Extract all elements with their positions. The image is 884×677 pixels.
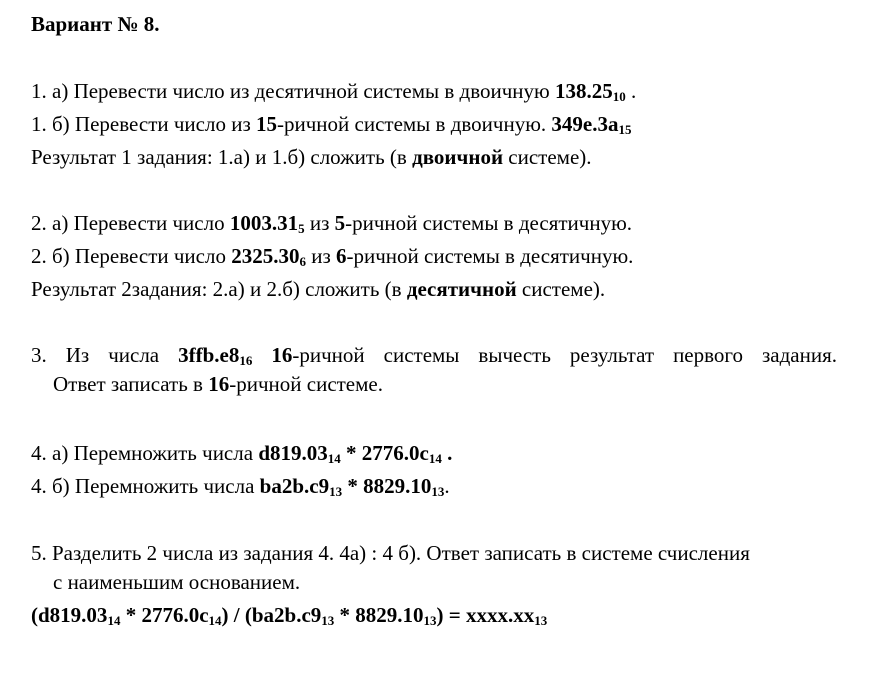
task-5-line-2: с наименьшим основанием. <box>53 570 301 594</box>
task-2a <box>31 213 632 234</box>
task-2a-base: 5 <box>298 221 305 236</box>
task-1-result-bold: двоичной <box>412 145 504 169</box>
task-2b <box>31 246 633 267</box>
task-2b-base: 6 <box>299 254 306 269</box>
formula-base-1: 14 <box>107 613 121 628</box>
task-4a-suffix: . <box>441 441 453 465</box>
task-2a-text: 2. а) Перевести число <box>31 211 230 235</box>
task-1a <box>31 81 636 102</box>
task-3-to-base: 16 <box>208 372 230 396</box>
task-1b-number: 349e.3a <box>551 112 619 136</box>
task-4b-suffix: . <box>444 474 450 498</box>
task-4b-number-1: ba2b.c9 <box>259 474 330 498</box>
task-3-space <box>252 343 271 367</box>
task-4a <box>31 443 452 464</box>
task-4a-base-1: 14 <box>327 451 341 466</box>
task-2b-text: 2. б) Перевести число <box>31 244 232 268</box>
formula-base-4: 13 <box>423 613 437 628</box>
task-2b-middle: из <box>305 244 337 268</box>
task-4b-base-1: 13 <box>329 484 343 499</box>
task-1b-middle: -ричной системы в двоичную. <box>277 112 552 136</box>
formula-base-2: 14 <box>208 613 222 628</box>
formula-part-3: ) / (ba2b.c9 <box>221 603 322 627</box>
task-2a-suffix: -ричной системы в десятичную. <box>345 211 633 235</box>
formula-part-2: * 2776.0c <box>120 603 209 627</box>
task-1b-from-base: 15 <box>256 112 277 136</box>
task-3-suffix: -ричной системы вычесть результат первого задания. <box>292 343 837 367</box>
task-4a-number-1: d819.03 <box>258 441 328 465</box>
task-4a-text: 4. а) Перемножить числа <box>31 441 259 465</box>
task-3-number: 3ffb.e8 <box>178 343 240 367</box>
task-3-line-2-text: Ответ записать в <box>53 372 209 396</box>
task-3-line-2 <box>53 374 383 395</box>
formula-part-1: (d819.03 <box>31 603 108 627</box>
task-2a-from-base: 5 <box>334 211 346 235</box>
task-2b-suffix: -ричной системы в десятичную. <box>346 244 634 268</box>
task-4a-number-2: * 2776.0c <box>340 441 429 465</box>
task-3-line-2-suffix: -ричной системе. <box>229 372 383 396</box>
task-4b-base-2: 13 <box>431 484 445 499</box>
task-2-result <box>31 279 605 300</box>
task-5-formula <box>31 605 547 626</box>
task-1a-suffix: . <box>625 79 637 103</box>
task-1a-number: 138.25 <box>554 79 613 103</box>
task-1a-base: 10 <box>612 89 626 104</box>
task-5-line-1: 5. Разделить 2 числа из задания 4. 4а) : 4 б). Ответ записать в системе счисления <box>31 541 750 565</box>
task-2-result-bold: десятичной <box>406 277 517 301</box>
task-3-text: 3. Из числа <box>31 343 179 367</box>
task-1b-text: 1. б) Перевести число из <box>31 112 256 136</box>
formula-base-5: 13 <box>534 613 548 628</box>
task-1b-base: 15 <box>618 122 632 137</box>
task-1b <box>31 114 631 135</box>
task-3-base: 16 <box>239 353 253 368</box>
task-4b-text: 4. б) Перемножить числа <box>31 474 260 498</box>
document-page <box>31 0 837 677</box>
formula-part-4: * 8829.10 <box>334 603 424 627</box>
task-2a-middle: из <box>304 211 335 235</box>
task-3-line-1 <box>31 345 837 366</box>
task-1-result-suffix: системе). <box>503 145 592 169</box>
task-4b <box>31 476 450 497</box>
task-2b-from-base: 6 <box>336 244 347 268</box>
task-3-from-base: 16 <box>271 343 293 367</box>
task-2-result-text: Результат 2задания: 2.а) и 2.б) сложить (в <box>31 277 407 301</box>
formula-base-3: 13 <box>321 613 335 628</box>
task-1a-text: 1. а) Перевести число из десятичной системы в двоичную <box>31 79 555 103</box>
task-1-result <box>31 147 592 168</box>
task-2-result-suffix: системе). <box>516 277 606 301</box>
task-2a-number: 1003.31 <box>229 211 299 235</box>
task-1-result-text: Результат 1 задания: 1.а) и 1.б) сложить (в <box>31 145 413 169</box>
task-2b-number: 2325.30 <box>231 244 300 268</box>
variant-title: Вариант № 8. <box>31 12 160 36</box>
task-4b-number-2: * 8829.10 <box>342 474 432 498</box>
task-4a-base-2: 14 <box>428 451 442 466</box>
formula-part-5: ) = xxxx.xx <box>436 603 535 627</box>
